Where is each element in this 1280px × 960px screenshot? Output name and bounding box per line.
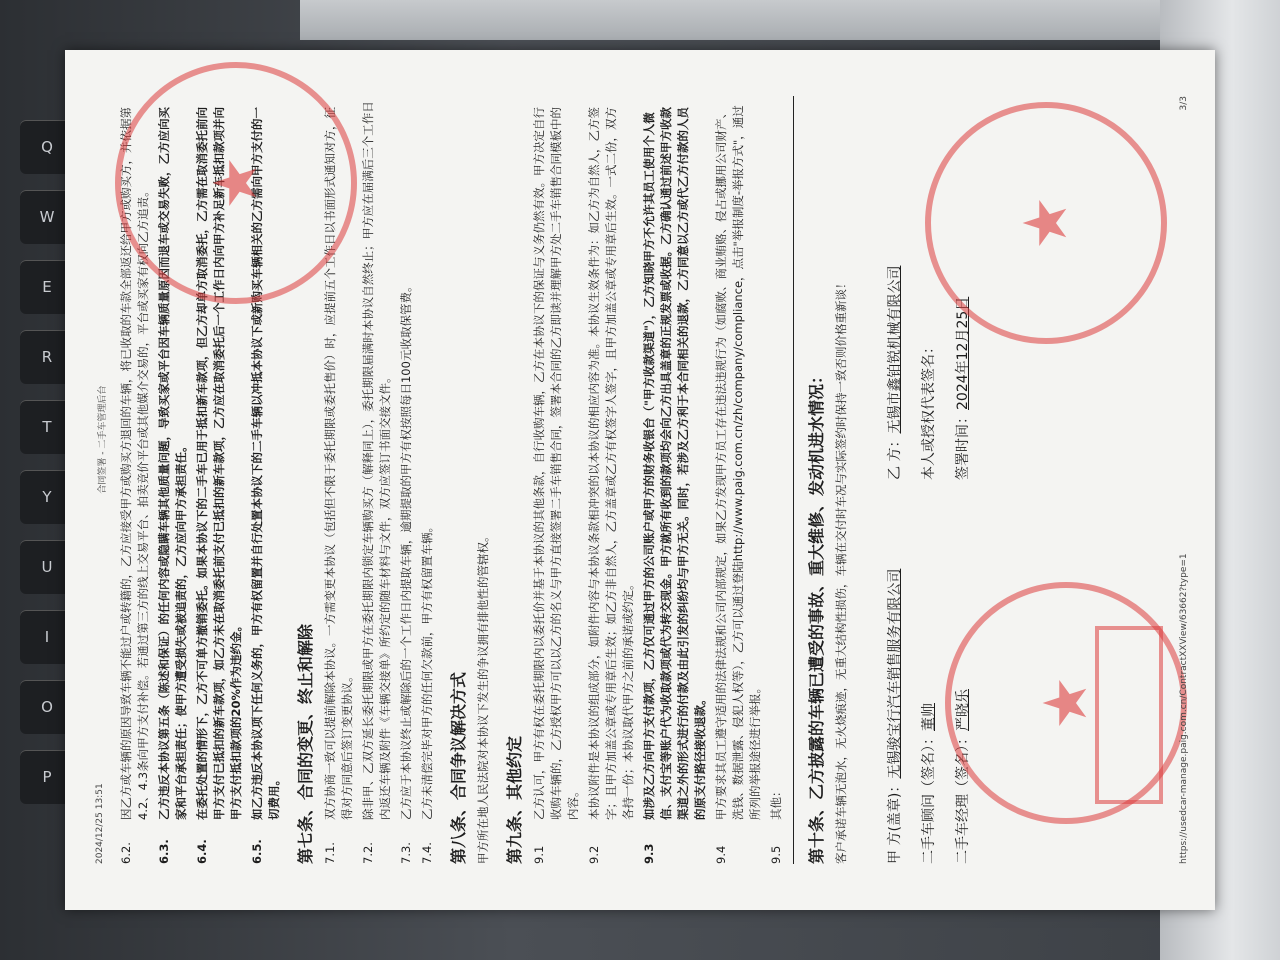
key-w: W [20,190,74,244]
party-b-label: 乙 方： [887,433,903,480]
key-p: P [20,750,74,804]
clause-9-3: 9.3 如涉及乙方向甲方支付款项，乙方仅可通过甲方的公司账户或甲方的财务收银台（"甲方收款渠道"），乙方知晓甲方不允许其员工使用个人微信、支付宝等账户代为收取款项或代为转交现金。甲方就所有收到的款项均会向乙方出具盖章的正规发票或收据。乙方确认通过前述甲方收款渠道之外的形式进行的付款及由此引发的纠纷均与甲方无关。同时，若涉及乙方利于本合同相关的退款，乙方同意以乙方或代乙方付款的人员的原支付路径接收退款。 [642,107,707,864]
footer-page: 3/3 [1179,96,1189,111]
print-timestamp: 2024/12/25 13:51 [95,783,105,864]
clause-6-4: 6.4. 在委托处置的情形下，乙方不可单方撤销委托。如果本协议下的二手车已用于抵扣新车款项，但乙方却单方取消委托，乙方需在取消委托前向甲方支付已抵扣的新车款项，如乙方未在取消委托前支付已抵扣的新车款项，乙方应在取消委托后一个工作日内向甲方补足新车抵扣款项并向甲方支付抵扣款项的20%作为违约金。 [195,107,243,864]
key-t: T [20,400,74,454]
date-label: 签署时间： [955,410,971,480]
print-title: 合同签署 - 二手车管理后台 [98,385,108,494]
contract-page [65,50,1215,910]
print-header [95,96,108,864]
clause-9-1: 9.1 乙方认可，甲方有权在委托期限内以委托价并基于本协议的其他条款，自行收购车辆，乙方在本协议下的保证与义务仍然有效。甲方决定自行收购车辆的，乙方授权甲方可以以乙方的名义与甲方直接签署二手车销售合同，签署本合同的乙方即读并理解甲方处二手车销售合同模板中的内容。 [532,107,580,864]
footer-url: https://usedcar-manage.paig.com.cn/ContractXXView/63662?type=1 [1179,553,1189,864]
clause-9-4: 9.4 甲方要求其员工遵守适用的法律法规和公司内部规定，如果乙方发现甲方员工存在违法违规行为（如腐败、商业贿赂、侵占或挪用公司财产、洗钱、数据泄露、侵犯人权等），乙方可以通过登陆http://www.paig.com.cn/zh/company/compliance，点击"举报制度-举报方式"，通过所列的举报途径进行举报。 [714,105,762,864]
divider [793,96,794,864]
key-o: O [20,680,74,734]
section-9-title: 第九条、其他约定 [505,735,524,864]
date-value: 2024年12月25日 [955,296,971,410]
company-seal-party-b: ★ [925,102,1167,344]
clause-6-3: 6.3. 乙方违反本协议第五条（陈述和保证）的任何内容或隐瞒车辆其他质量问题，导致买家或平台因车辆质量原因而退车或交易失败，乙方应向买家和平台承担责任；使甲方遭受损失或被追责的，乙方应向甲方承担责任。 [157,107,188,864]
manager-value: 严晓乐 [955,689,971,731]
key-y: Y [20,470,74,524]
section-7-title: 第七条、合同的变更、终止和解除 [296,623,315,864]
clause-9-5: 9.5 其他： [769,785,783,864]
clause-9-2: 9.2 本协议附件是本协议的组成部分，如附件内容与本协议条款相冲突的以本协议的相应内容为准。本协议生效条件为：如乙方为自然人，乙方签字；且甲方加盖公章或专用章后生效；如乙方非自然人，乙方盖章或乙方有权签字人签字，且甲方加盖公章或专用章后生效。一式二份，双方各持一份；本协议取代甲方之前的承诺或约定。 [587,107,635,864]
print-footer [1179,96,1189,864]
section-10-title: 第十条、乙方披露的车辆已遭受的事故、重大维修、发动机进水情况： [807,367,826,864]
clause-7-3: 7.3. 乙方应于本协议终止或解除后的一个工作日内提取车辆，逾期提取的甲方有权按照每日100元收取保管费。 [399,280,413,864]
party-b-value: 无锡市鑫铂锐机械有限公司 [887,265,903,434]
laptop-hinge [300,0,1200,40]
key-i: I [20,610,74,664]
key-u: U [20,540,74,594]
key-e: E [20,260,74,314]
contract-seal [1095,626,1163,804]
clause-7-2: 7.2. 除非甲、乙双方延长委托期限或甲方在委托期限内锁定车辆购买方（解释同上），委托期限届满时本协议自然终止；甲方应在届满后三个工作日内返还车辆及附件《车辆交接单》所约定的随车材料与文件，双方应签订书面交接文件。 [361,101,392,864]
party-a-value: 无锡骏宝行汽车销售服务有限公司 [887,568,903,779]
section-8-text: 甲方所在地人民法院对本协议下发生的争议拥有排他性的管辖权。 [476,530,490,864]
clause-7-1: 7.1. 双方协商一致可以提前解除本协议。一方需变更本协议（包括但不限于委托期限或委托售价）时，应提前五个工作日以书面形式通知对方，征得对方同意后签订变更协议。 [323,107,354,864]
clause-6-5: 6.5. 如乙方违反本协议项下任何义务的，甲方有权留置并自行处置本协议下的二手车辆以冲抵本协议下或新购买车辆相关的乙方需向甲方支付的一切费用。 [250,107,281,864]
section-10-text: 客户承诺车辆无泡水，无火烧痕迹，无重大结构性损伤，车辆在交付时车况与实际签约时保持一致否则价格重新谈！ [834,277,848,864]
advisor-label: 二手车顾问（签名）： [921,731,937,864]
advisor-value: 董帅 [921,703,937,731]
company-seal-top: ★ [115,62,357,304]
party-a-label: 甲 方(盖章)： [887,778,903,864]
clause-6-2: 6.2. 因乙方或车辆的原因导致车辆不能过户或转籍的，乙方应接受甲方或购买方退回的车辆，将已收取的车款全部返还给甲方或购买方，并依据第4.2、4.3条向甲方支付补偿。若通过第三方的线上交易平台、拍卖竞价平台或其他媒介交易的，平台或买家有权向乙方追责。 [119,107,150,864]
section-8-title: 第八条、合同争议解决方式 [449,671,468,864]
key-q: Q [20,120,74,174]
manager-label: 二手车经理（签名）： [955,731,971,864]
company-seal-party-a: ★ [945,582,1187,824]
rep-label: 本人或授权代表签名： [921,340,937,480]
key-r: R [20,330,74,384]
clause-7-4: 7.4. 乙方未清偿完毕对甲方的任何欠款前，甲方有权留置车辆。 [420,521,434,864]
